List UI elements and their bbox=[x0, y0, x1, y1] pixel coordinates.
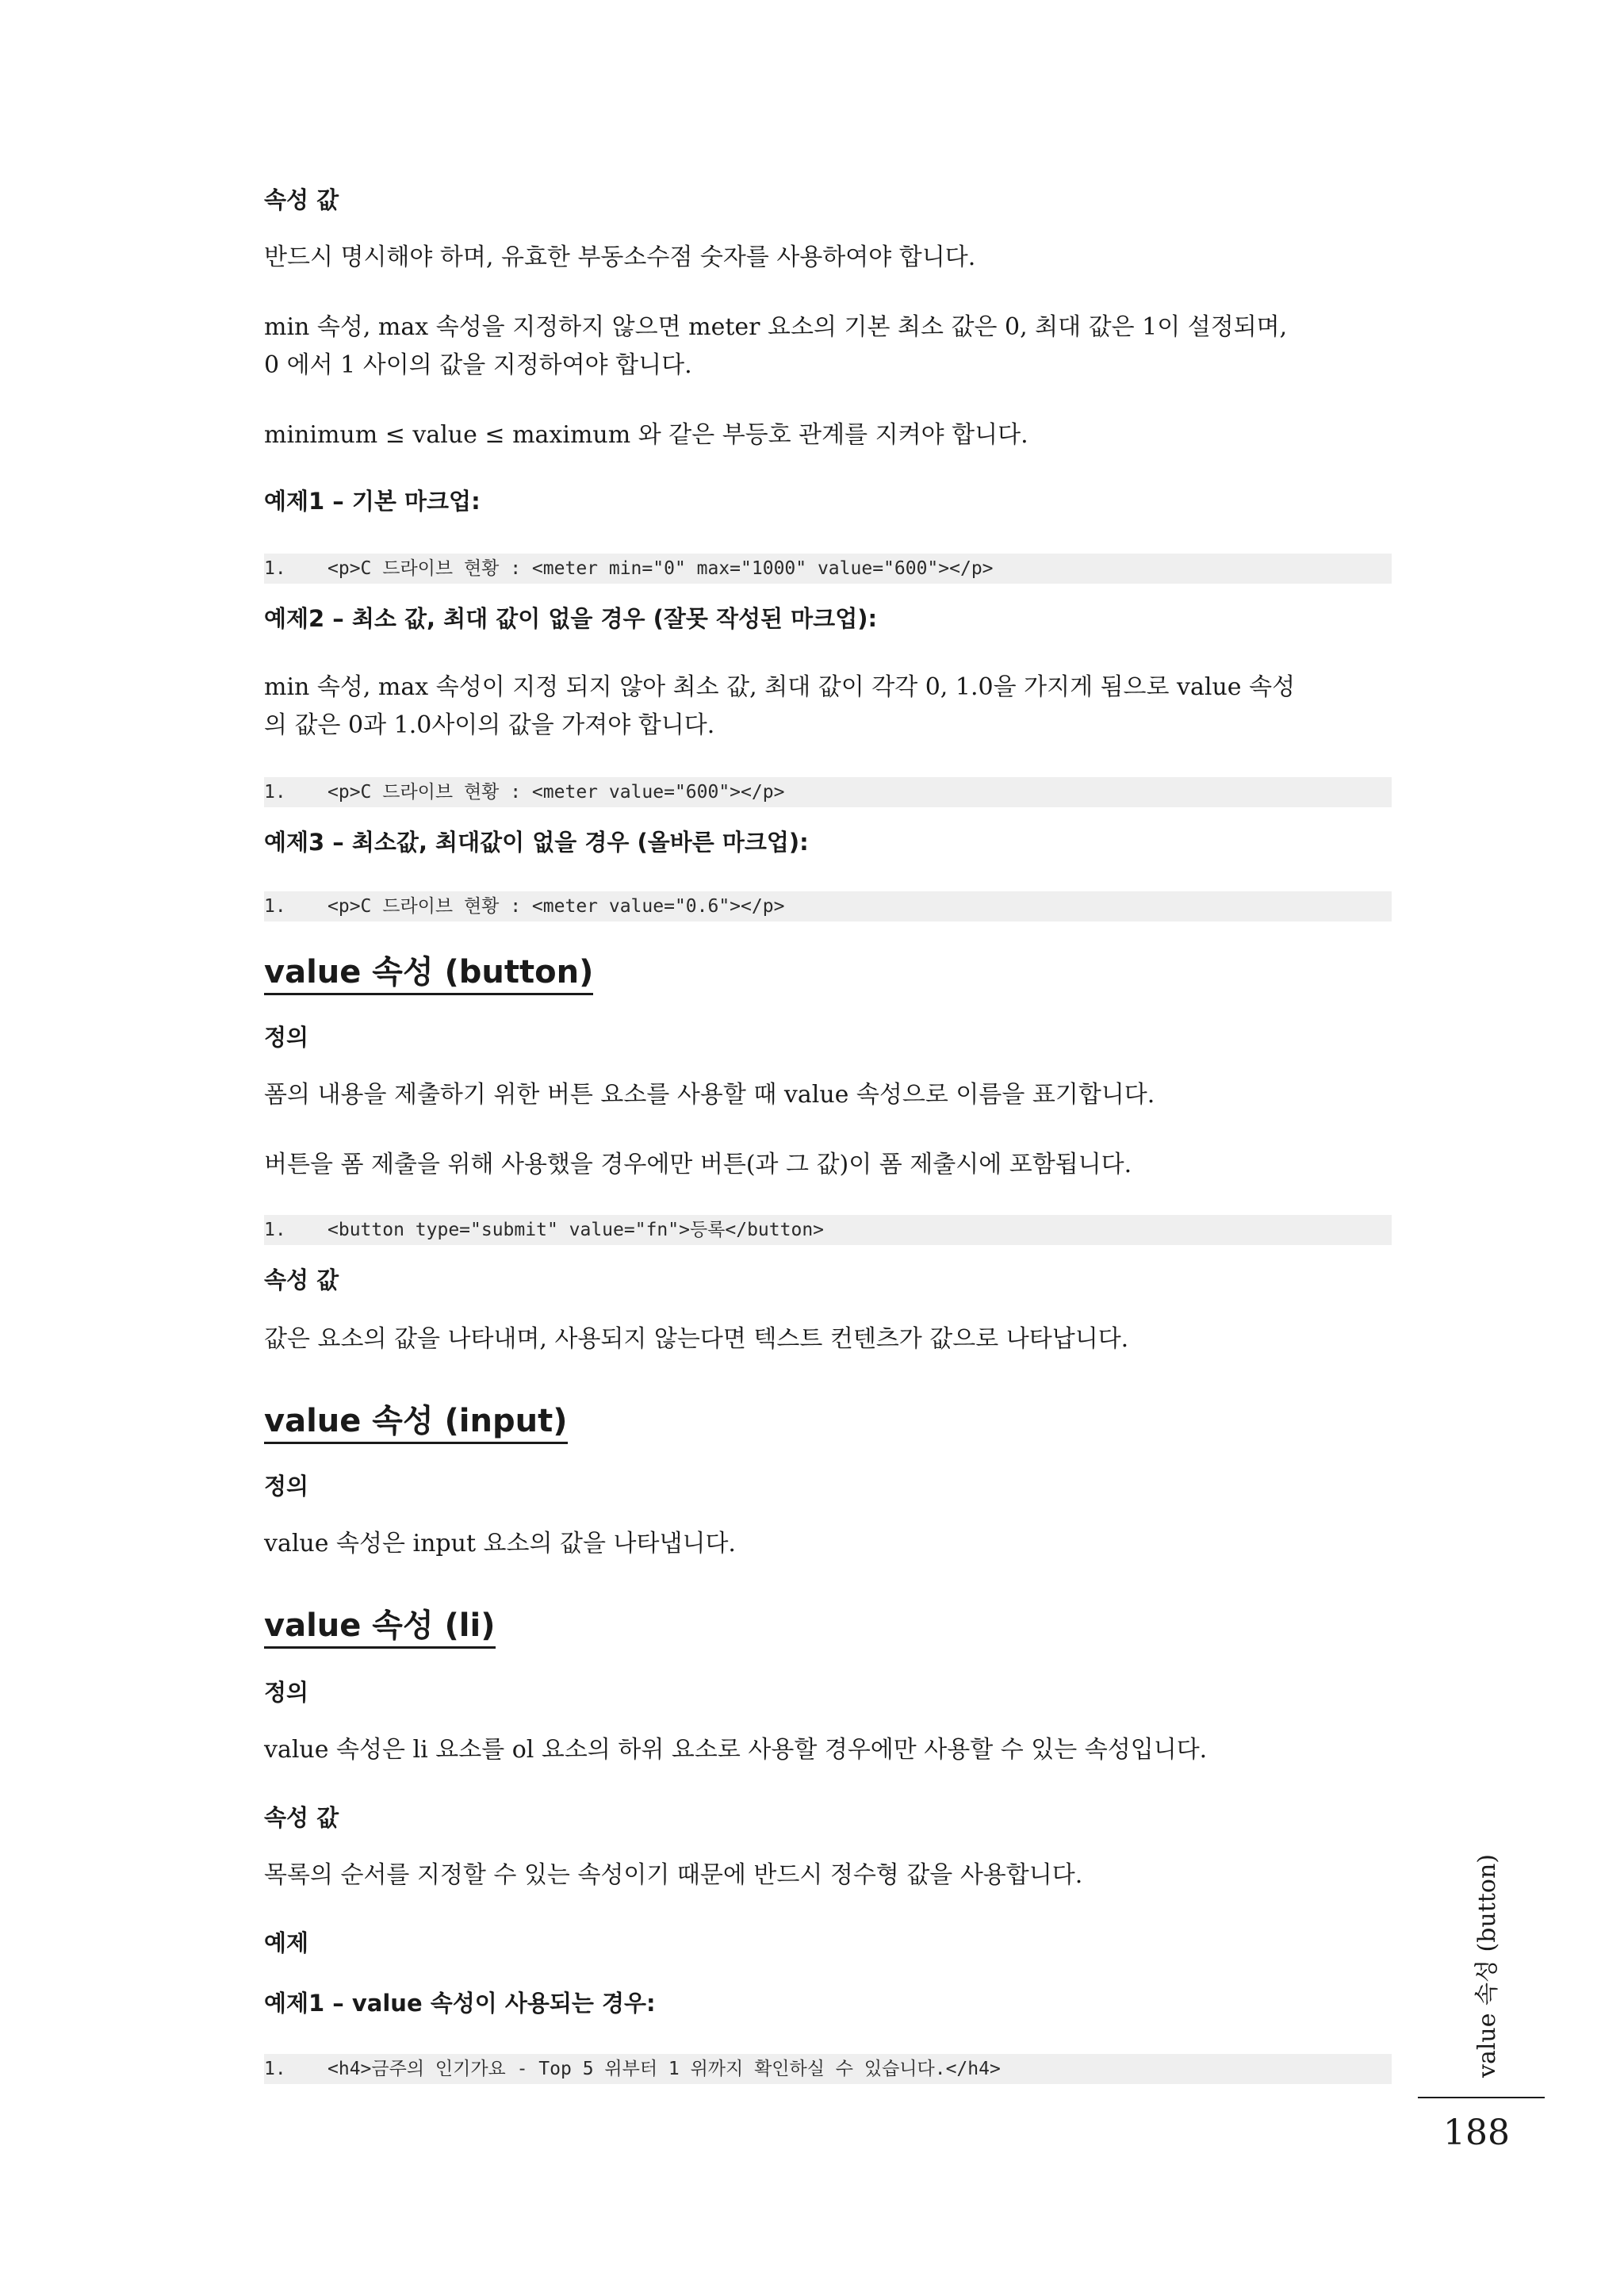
code-block bbox=[264, 2054, 1392, 2084]
attr-value-heading: 속성 값 bbox=[264, 186, 339, 213]
page-number: 188 bbox=[1443, 2113, 1510, 2153]
code-line: <p>C 드라이브 현황 : <meter value="600"></p> bbox=[327, 782, 785, 803]
line-number: 1. bbox=[264, 896, 286, 917]
paragraph: min 속성, max 속성이 지정 되지 않아 최소 값, 최대 값이 각각 0, 1.0을 가지게 됨으로 value 속성 bbox=[264, 673, 1296, 701]
code-block bbox=[264, 891, 1392, 921]
section-title: value 속성 (input) bbox=[264, 1400, 568, 1444]
section-title-wrap bbox=[264, 1400, 568, 1444]
section-title-wrap bbox=[264, 952, 593, 995]
example-heading: 예제 bbox=[264, 1929, 309, 1956]
paragraph: 값은 요소의 값을 나타내며, 사용되지 않는다면 텍스트 컨텐츠가 값으로 나타납니다. bbox=[264, 1325, 1129, 1353]
side-running-header: value 속성 (button) bbox=[1473, 1854, 1501, 2078]
paragraph: value 속성은 li 요소를 ol 요소의 하위 요소로 사용할 경우에만 사용할 수 있는 속성입니다. bbox=[264, 1736, 1208, 1764]
example-heading: 예제1 – value 속성이 사용되는 경우: bbox=[264, 1990, 656, 2017]
definition-heading: 정의 bbox=[264, 1679, 309, 1706]
side-divider bbox=[1418, 2097, 1545, 2098]
paragraph: 의 값은 0과 1.0사이의 값을 가져야 합니다. bbox=[264, 711, 715, 739]
code-line: <button type="submit" value="fn">등록</button> bbox=[327, 1220, 825, 1240]
line-number: 1. bbox=[264, 782, 286, 803]
attr-value-heading: 속성 값 bbox=[264, 1266, 339, 1293]
code-line: <h4>금주의 인기가요 - Top 5 위부터 1 위까지 확인하실 수 있습니다.</h4> bbox=[327, 2059, 1001, 2079]
paragraph: value 속성은 input 요소의 값을 나타냅니다. bbox=[264, 1530, 736, 1557]
code-line: <p>C 드라이브 현황 : <meter min="0" max="1000" value="600"></p> bbox=[327, 558, 994, 579]
code-block bbox=[264, 554, 1392, 584]
attr-value-heading: 속성 값 bbox=[264, 1804, 339, 1831]
example-heading: 예제2 – 최소 값, 최대 값이 없을 경우 (잘못 작성된 마크업): bbox=[264, 605, 878, 632]
example-heading: 예제1 – 기본 마크업: bbox=[264, 488, 481, 515]
paragraph: 0 에서 1 사이의 값을 지정하여야 합니다. bbox=[264, 351, 692, 379]
code-line: <p>C 드라이브 현황 : <meter value="0.6"></p> bbox=[327, 896, 785, 917]
paragraph: min 속성, max 속성을 지정하지 않으면 meter 요소의 기본 최소 값은 0, 최대 값은 1이 설정되며, bbox=[264, 313, 1288, 341]
line-number: 1. bbox=[264, 1220, 286, 1240]
example-heading: 예제3 – 최소값, 최대값이 없을 경우 (올바른 마크업): bbox=[264, 829, 809, 856]
line-number: 1. bbox=[264, 558, 286, 579]
section-title-wrap bbox=[264, 1605, 496, 1649]
section-title: value 속성 (button) bbox=[264, 952, 593, 995]
line-number: 1. bbox=[264, 2059, 286, 2079]
code-block bbox=[264, 777, 1392, 807]
definition-heading: 정의 bbox=[264, 1473, 309, 1500]
code-block bbox=[264, 1215, 1392, 1245]
paragraph: 반드시 명시해야 하며, 유효한 부동소수점 숫자를 사용하여야 합니다. bbox=[264, 243, 976, 271]
definition-heading: 정의 bbox=[264, 1024, 309, 1051]
paragraph: 목록의 순서를 지정할 수 있는 속성이기 때문에 반드시 정수형 값을 사용합니다. bbox=[264, 1861, 1083, 1889]
paragraph: 폼의 내용을 제출하기 위한 버튼 요소를 사용할 때 value 속성으로 이름을 표기합니다. bbox=[264, 1081, 1155, 1109]
paragraph: 버튼을 폼 제출을 위해 사용했을 경우에만 버튼(과 그 값)이 폼 제출시에 포함됩니다. bbox=[264, 1151, 1132, 1178]
section-title: value 속성 (li) bbox=[264, 1605, 496, 1649]
paragraph: minimum ≤ value ≤ maximum 와 같은 부등호 관계를 지켜야 합니다. bbox=[264, 421, 1028, 449]
